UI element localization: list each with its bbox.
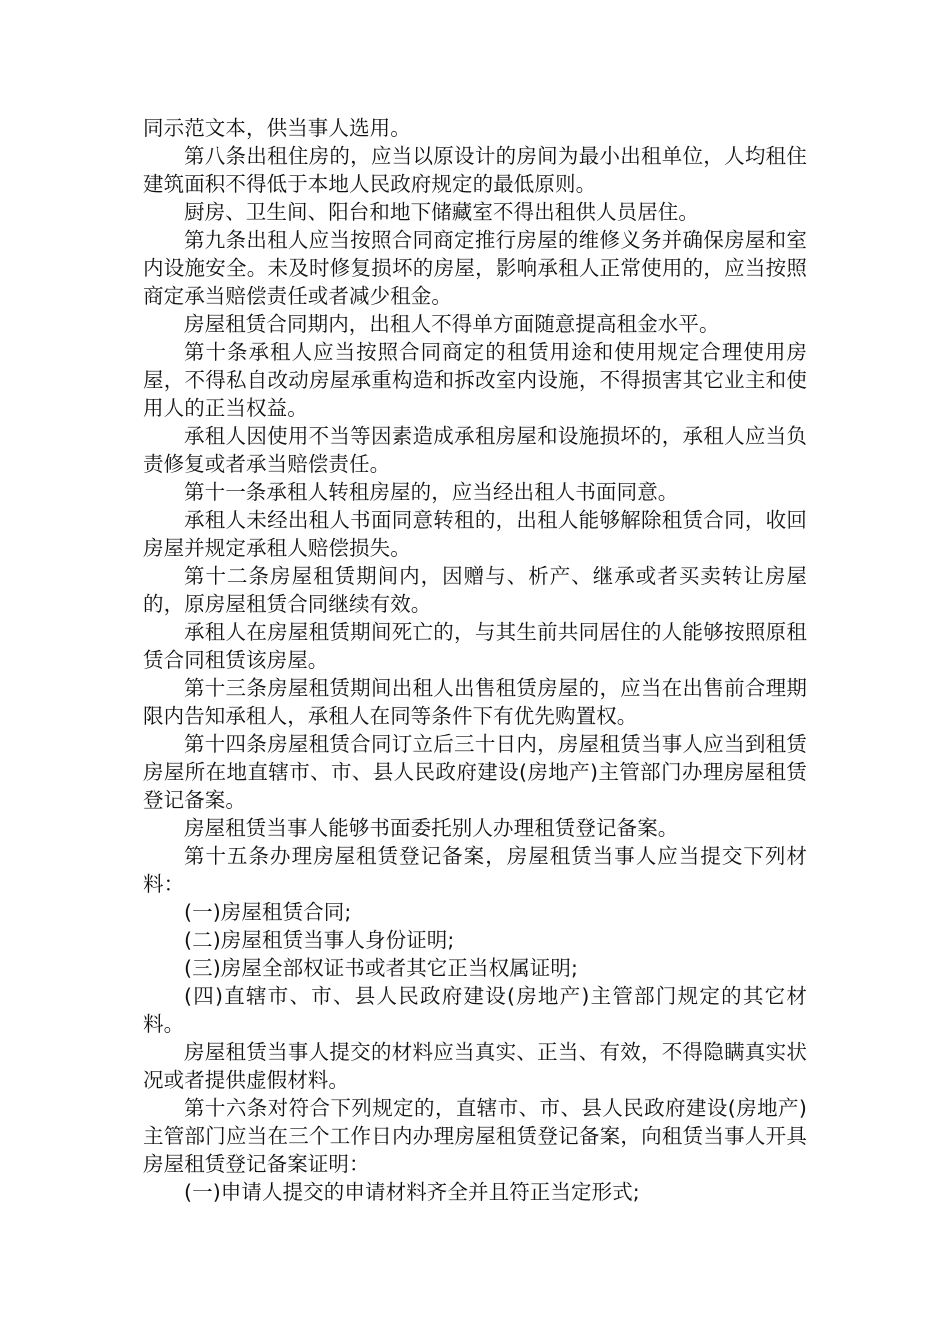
paragraph-continuation: 同示范文本，供当事人选用。 (143, 116, 411, 140)
paragraph-article-12-death: 承租人在房屋租赁期间死亡的，与其生前共同居住的人能够按照原租赁合同租赁该房屋。 (143, 620, 807, 672)
paragraph-article-8: 第八条出租住房的，应当以原设计的房间为最小出租单位，人均租住建筑面积不得低于本地人民政府规定的最低原则。 (143, 144, 807, 196)
list-item-15-3: (三)房屋全部权证书或者其它正当权属证明; (184, 956, 579, 980)
paragraph-article-13: 第十三条房屋租赁期间出租人出售租赁房屋的，应当在出售前合理期限内告知承租人，承租人在同等条件下有优先购置权。 (143, 676, 807, 728)
list-item-15-1: (一)房屋租赁合同; (184, 900, 352, 924)
list-item-16-1: (一)申请人提交的申请材料齐全并且符正当定形式; (184, 1180, 640, 1204)
paragraph-article-15-truth: 房屋租赁当事人提交的材料应当真实、正当、有效，不得隐瞒真实状况或者提供虚假材料。 (143, 1040, 807, 1092)
paragraph-article-8-kitchen: 厨房、卫生间、阳台和地下储藏室不得出租供人员居住。 (184, 200, 699, 224)
paragraph-article-9-rent: 房屋租赁合同期内，出租人不得单方面随意提高租金水平。 (184, 312, 720, 336)
paragraph-article-11-sublet: 承租人未经出租人书面同意转租的，出租人能够解除租赁合同，收回房屋并规定承租人赔偿损失。 (143, 508, 807, 560)
paragraph-article-11: 第十一条承租人转租房屋的，应当经出租人书面同意。 (184, 480, 679, 504)
paragraph-article-12: 第十二条房屋租赁期间内，因赠与、析产、继承或者买卖转让房屋的，原房屋租赁合同继续有效。 (143, 564, 807, 616)
paragraph-article-16: 第十六条对符合下列规定的，直辖市、市、县人民政府建设(房地产)主管部门应当在三个工作日内办理房屋租赁登记备案，向租赁当事人开具房屋租赁登记备案证明： (143, 1096, 807, 1176)
list-item-15-2: (二)房屋租赁当事人身份证明; (184, 928, 455, 952)
document-body (143, 114, 807, 1206)
paragraph-article-14: 第十四条房屋租赁合同订立后三十日内，房屋租赁当事人应当到租赁房屋所在地直辖市、市、县人民政府建设(房地产)主管部门办理房屋租赁登记备案。 (143, 732, 807, 812)
paragraph-article-10-damage: 承租人因使用不当等因素造成承租房屋和设施损坏的，承租人应当负责修复或者承当赔偿责任。 (143, 424, 807, 476)
list-item-15-4: (四)直辖市、市、县人民政府建设(房地产)主管部门规定的其它材料。 (143, 984, 807, 1036)
paragraph-article-15: 第十五条办理房屋租赁登记备案，房屋租赁当事人应当提交下列材料： (143, 844, 807, 896)
paragraph-article-9: 第九条出租人应当按照合同商定推行房屋的维修义务并确保房屋和室内设施安全。未及时修复损坏的房屋，影响承租人正常使用的，应当按照商定承当赔偿责任或者减少租金。 (143, 228, 807, 308)
paragraph-article-14-entrust: 房屋租赁当事人能够书面委托别人办理租赁登记备案。 (184, 816, 679, 840)
paragraph-article-10: 第十条承租人应当按照合同商定的租赁用途和使用规定合理使用房屋，不得私自改动房屋承重构造和拆改室内设施，不得损害其它业主和使用人的正当权益。 (143, 340, 807, 420)
